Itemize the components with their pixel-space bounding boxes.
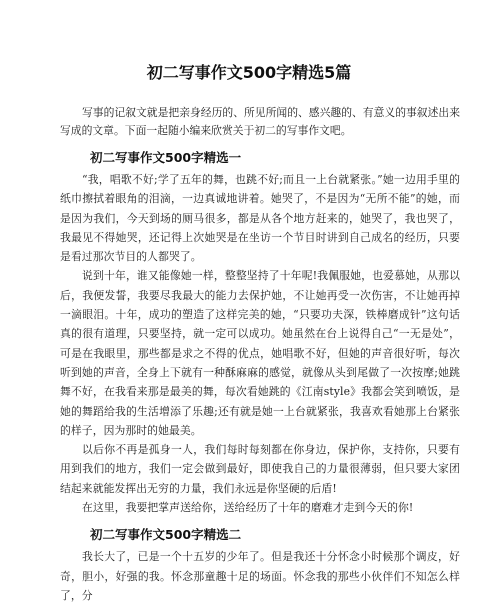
essay-section-1	[60, 148, 460, 517]
essay-section-2	[60, 525, 460, 605]
section-paragraph: “我，唱歌不好;学了五年的舞，也跳不好;而且一上台就紧张。”她一边用手里的纸巾擦拭着眼角的泪滴，一边真诚地讲着。她哭了，不是因为“无所不能”的她，而是因为我们，今天到场的厕马很多，都是从各个地方赶来的，她哭了，我也哭了，我最见不得她哭，还记得上次她哭是在坐访一个节目时讲到自己成名的经历，只要是看过那次节目的人都哭了。	[60, 173, 460, 264]
article-title: 初二写事作文500字精选5篇	[146, 63, 352, 82]
section-paragraph: 以后你不再是孤身一人，我们每时每刻都在你身边，保护你，支持你，只要有用到我们的地方，我们一定会做到最好，即使我自己的力量很薄弱，但只要大家团结起来就能发挥出无穷的力量，我们永远是你坚硬的后盾!	[60, 443, 460, 495]
article-intro: 写事的记叙文就是把亲身经历的、所见所闻的、感兴趣的、有意义的事叙述出来写成的文章。下面一起随小编来欣赏关于初二的写事作文吧。	[60, 106, 460, 137]
section-paragraph: 我长大了，已是一个十五岁的少年了。但是我还十分怀念小时候那个调皮，好奇，胆小，好强的我。怀念那童趣十足的场面。怀念我的那些小伙伴们不知怎么样了，分	[60, 550, 460, 602]
section-heading: 初二写事作文500字精选一	[90, 150, 242, 165]
section-heading: 初二写事作文500字精选二	[90, 527, 242, 543]
section-paragraph: 说到十年，谁又能像她一样，整整坚持了十年呢!我佩服她，也爱慕她，从那以后，我便发誓，我要尽我最大的能力去保护她，不让她再受一次伤害，不让她再掉一滴眼泪。十年，成功的塑造了这样完美的她，“只要功夫深，铁棒磨成针”这句话真的很有道理，只要坚持，就一定可以成功。她虽然在台上说得自己“一无是处”，可是在我眼里，那些都是求之不得的优点，她唱歌不好，但她的声音很好听，每次听到她的声音，全身上下就有一种酥麻麻的感觉，就像从头到尾做了一次按摩;她跳舞不好，在我看来那是最美的舞，每次看她跳的《江南style》我都会笑到喷饭，是她的舞蹈给我的生活增添了乐趣;还有就是她一上台就紧张，我喜欢看她那上台紧张的样子，因为那时的她最美。	[60, 269, 460, 437]
section-paragraph: 在这里，我要把掌声送给你，送给经历了十年的磨难才走到今天的你!	[82, 501, 414, 515]
